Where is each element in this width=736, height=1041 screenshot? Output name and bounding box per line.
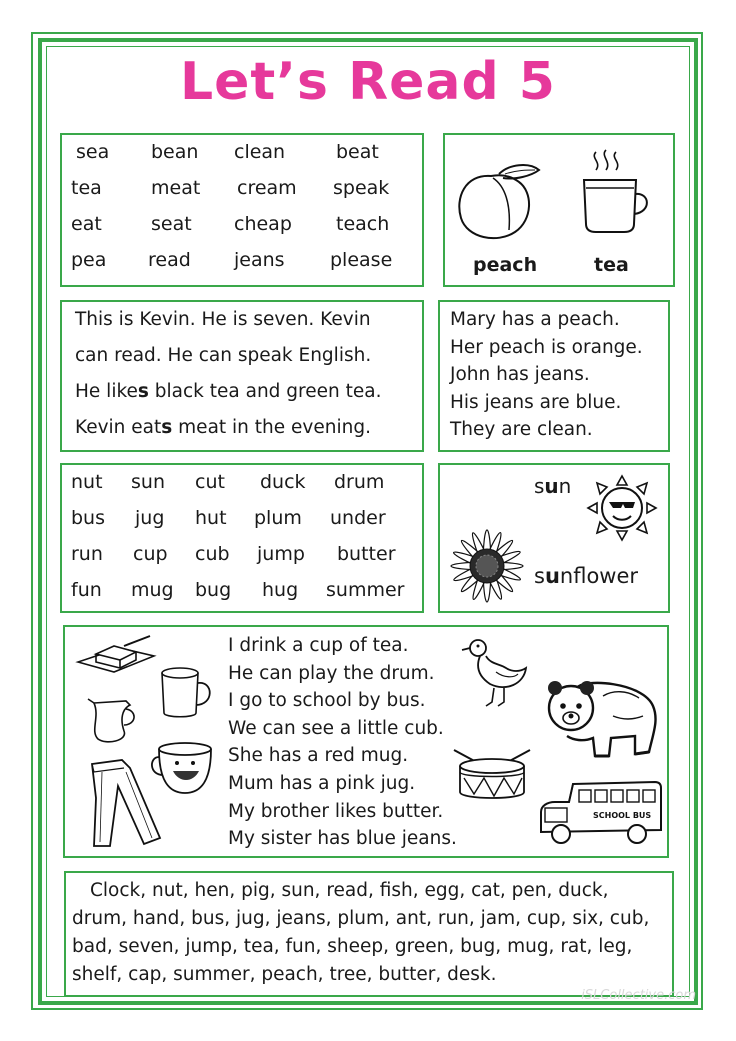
mary-story (450, 306, 643, 444)
word: cream (237, 177, 297, 199)
jeans-icon (82, 758, 166, 848)
word: jug (135, 507, 165, 529)
page-title: Let’s Read 5 (180, 52, 556, 112)
sentence: My brother likes butter. (228, 800, 444, 822)
sunflower-icon (442, 525, 532, 607)
word: read (148, 249, 191, 271)
duck-icon (460, 636, 530, 712)
word: seat (151, 213, 192, 235)
sentences (228, 632, 457, 853)
word: butter (337, 543, 396, 565)
tea-label: tea (594, 254, 629, 276)
ea-words-grid (60, 133, 424, 287)
peach-label: peach (473, 254, 538, 276)
sunflower-label: sunflower (534, 564, 639, 588)
word: speak (333, 177, 390, 199)
tea-cup-icon (578, 148, 658, 240)
sun-icon (583, 472, 661, 544)
word: beat (336, 141, 379, 163)
word: eat (71, 213, 102, 235)
word: cup (133, 543, 168, 565)
sentence: I drink a cup of tea. (228, 635, 409, 656)
peach-icon (453, 160, 548, 245)
sentence: My sister has blue jeans. (228, 828, 457, 850)
word: run (71, 543, 103, 565)
sentence: She has a red mug. (228, 745, 409, 767)
word: bus (71, 507, 106, 529)
word: teach (336, 213, 390, 235)
school-bus-icon (533, 778, 663, 850)
word: sea (76, 141, 110, 163)
word: meat (151, 177, 201, 199)
watermark: iSLCollective.com (581, 988, 696, 1003)
word: please (330, 249, 393, 271)
word: cub (195, 543, 230, 565)
word: clean (234, 141, 286, 163)
word: pea (71, 249, 107, 271)
word: hut (195, 507, 227, 529)
word: cut (195, 471, 225, 493)
word: plum (254, 507, 302, 529)
word: duck (260, 471, 306, 493)
story-line: His jeans are blue. (450, 391, 622, 413)
story-line: Mary has a peach. (450, 309, 620, 330)
word: bean (151, 141, 199, 163)
word: cheap (234, 213, 292, 235)
word: sun (131, 471, 165, 493)
word: nut (71, 471, 103, 493)
u-words-grid (60, 463, 424, 613)
sun-label: sun (534, 474, 572, 498)
jug-icon (86, 695, 142, 747)
story-line: They are clean. (450, 419, 593, 441)
sentence: Mum has a pink jug. (228, 772, 416, 794)
story-line: Her peach is orange. (450, 336, 643, 358)
word: mug (131, 579, 174, 601)
bear-cub-icon (543, 676, 661, 760)
word: under (330, 507, 386, 529)
word: fun (71, 579, 102, 601)
kevin-story (75, 302, 381, 446)
sentence: I go to school by bus. (228, 690, 426, 712)
drum-icon (450, 748, 534, 804)
story-line: Kevin eats meat in the evening. (75, 417, 371, 438)
word-list: Clock, nut, hen, pig, sun, read, fish, egg, cat, pen, duck, drum, hand, bus, jug, jeans, plum, ant, run, jam, cup, six, cub, bad, seven, jump, tea, fun, sheep, green, bug, mug, rat, leg, shelf, cap, summer, peach, tree, butter, desk. (72, 880, 650, 985)
story-line: can read. He can speak English. (75, 345, 372, 366)
word: summer (326, 579, 405, 601)
bus-sign-text: SCHOOL BUS (593, 811, 652, 820)
story-line: He likes black tea and green tea. (75, 381, 382, 402)
word: jeans (234, 249, 285, 271)
mug-icon (158, 665, 220, 721)
sentence: We can see a little cub. (228, 717, 444, 739)
story-line: John has jeans. (450, 364, 590, 386)
word: tea (71, 177, 102, 199)
word: drum (334, 471, 385, 493)
word: hug (262, 579, 299, 601)
sentence: He can play the drum. (228, 662, 435, 684)
word: bug (195, 579, 232, 601)
word: jump (257, 543, 305, 565)
story-line: This is Kevin. He is seven. Kevin (75, 309, 371, 330)
butter-icon (74, 632, 158, 676)
